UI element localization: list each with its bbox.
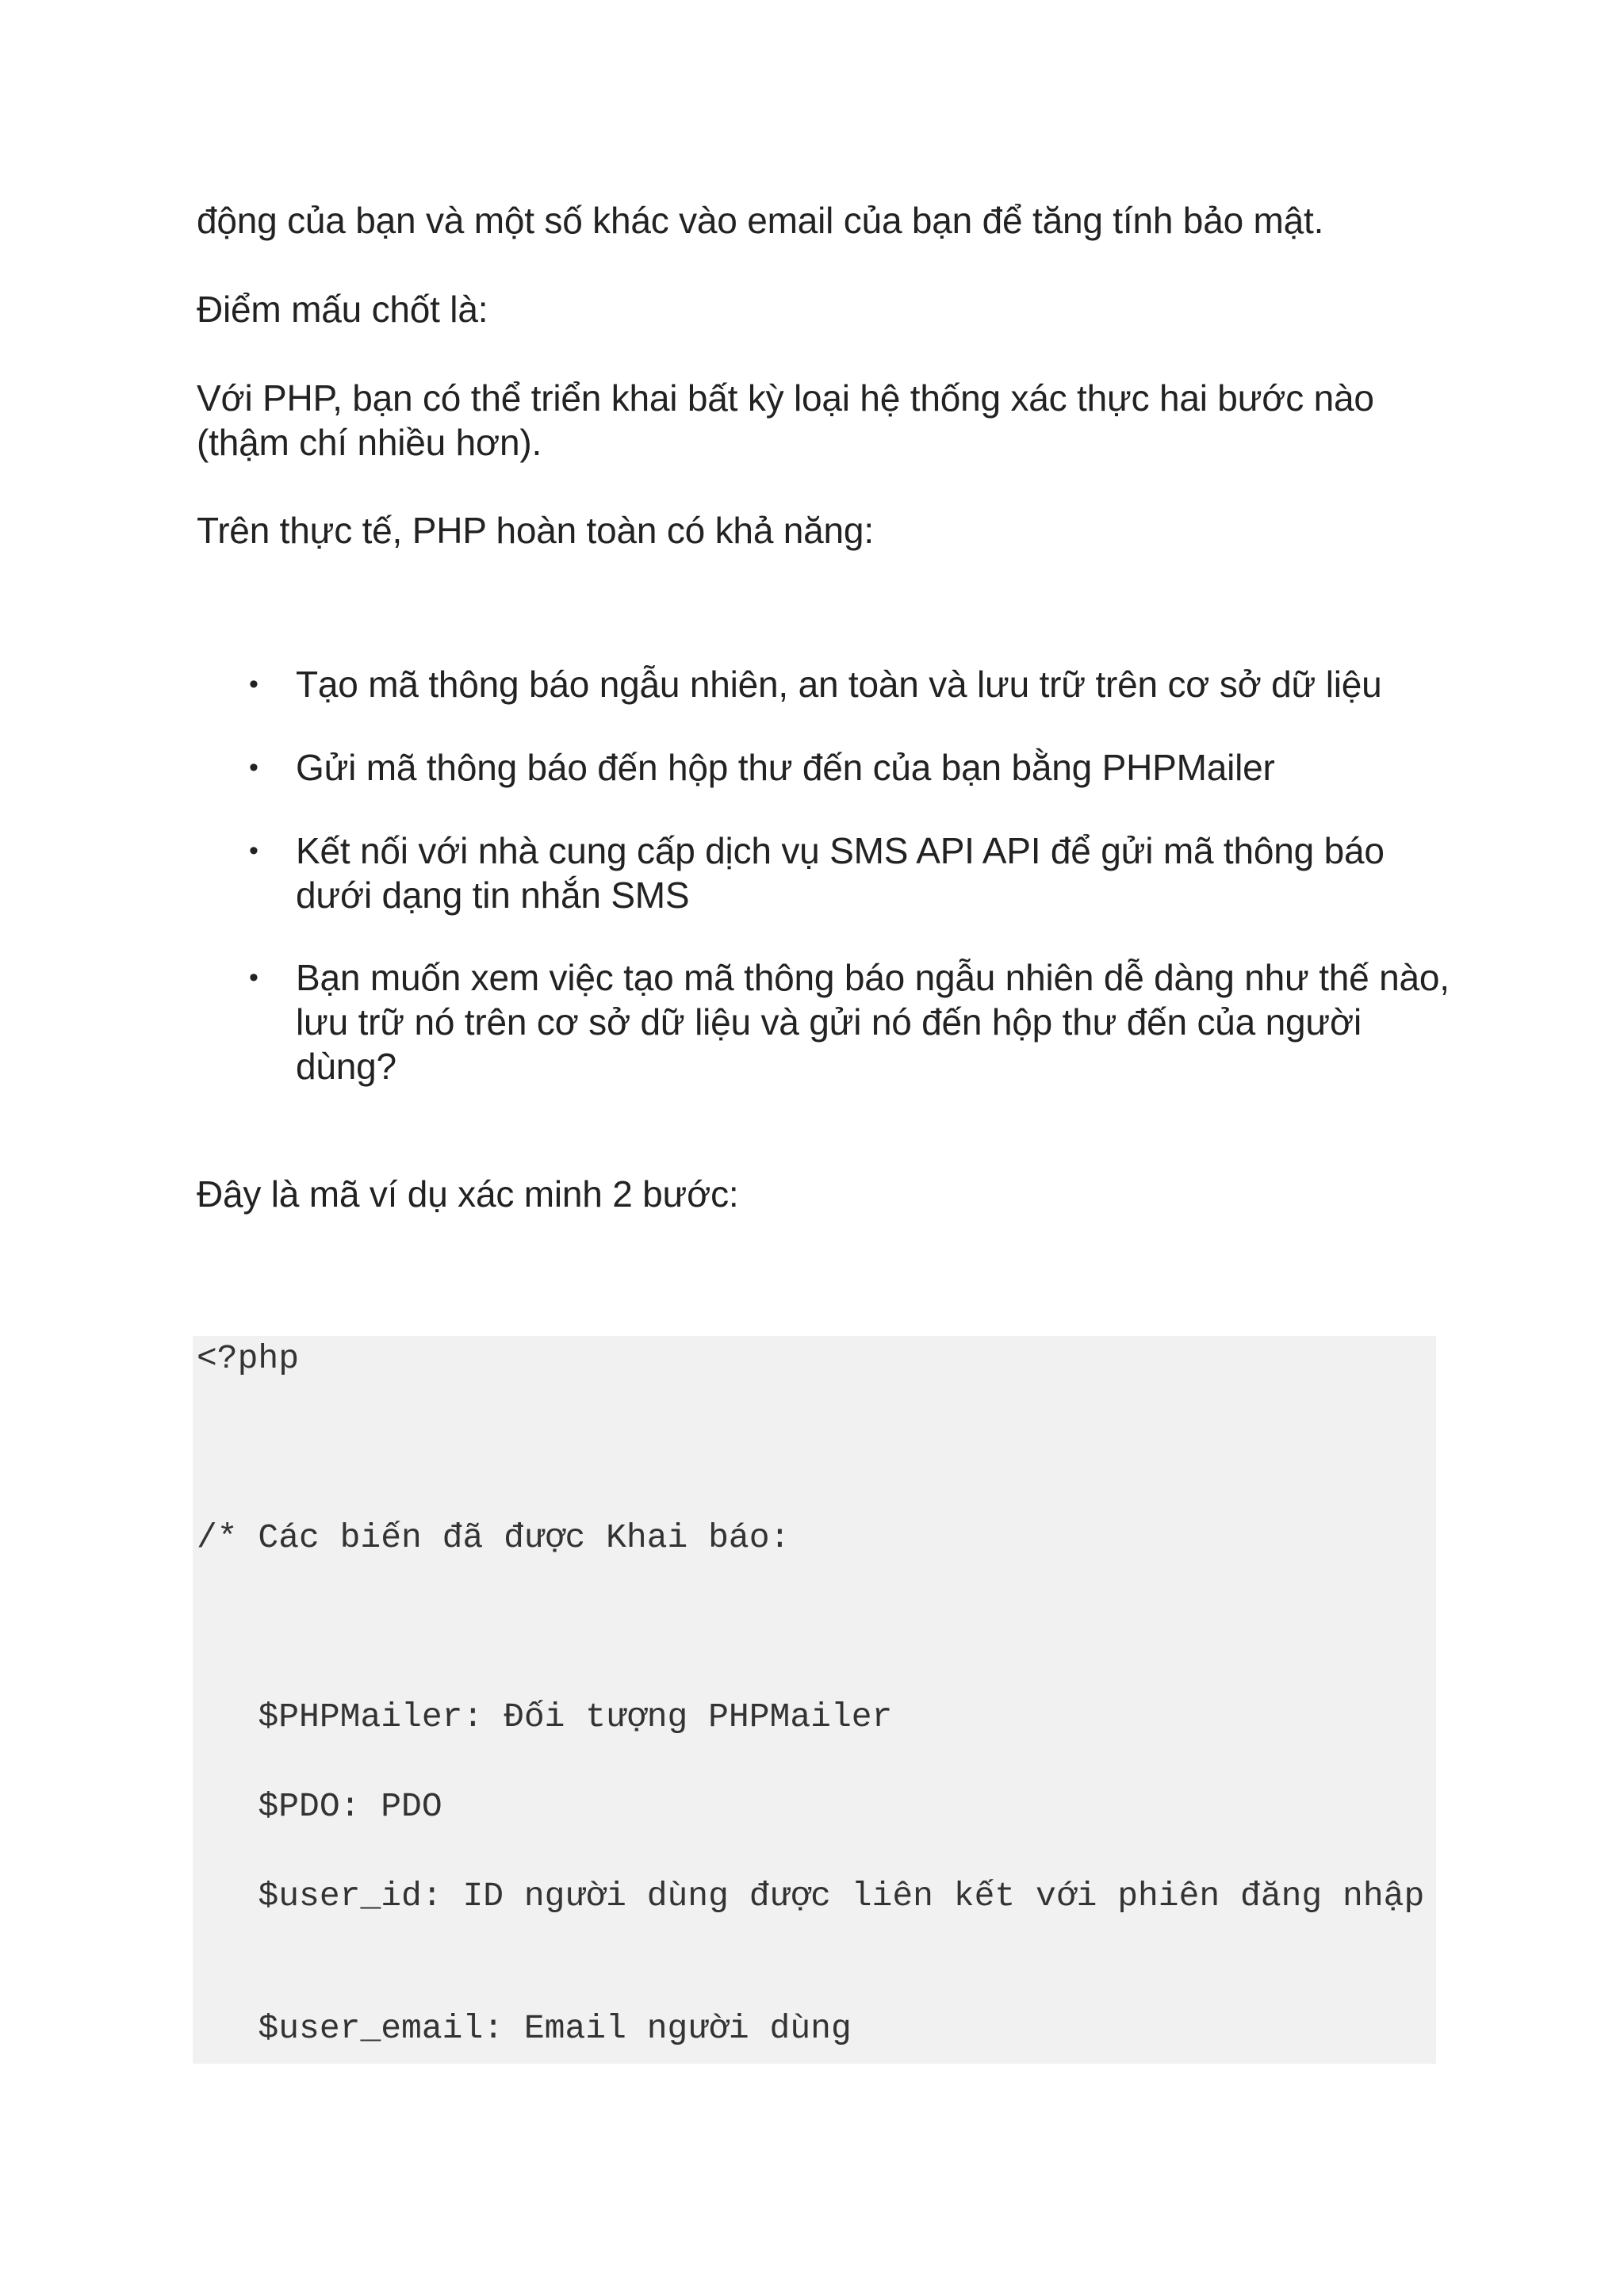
bullet-icon: • (249, 836, 259, 866)
code-line: $user_id: ID người dùng được liên kết với phiên đăng nhập (197, 1877, 1425, 1915)
list-item (197, 745, 1450, 790)
capabilities-list (197, 662, 1450, 1089)
paragraph-example-code-intro: Đây là mã ví dụ xác minh 2 bước: (197, 1173, 739, 1215)
paragraph-php-two-step: Với PHP, bạn có thể triển khai bất kỳ loại hệ thống xác thực hai bước nào (thậm chí nhiều hơn). (197, 377, 1374, 463)
list-item (197, 828, 1450, 917)
code-line: <?php (197, 1339, 300, 1378)
paragraph-key-point: Điểm mấu chốt là: (197, 289, 488, 330)
code-block (193, 1336, 1436, 2064)
paragraph-security-intro: động của bạn và một số khác vào email của bạn để tăng tính bảo mật. (197, 200, 1324, 241)
bullet-icon: • (249, 669, 259, 699)
list-item (197, 662, 1450, 706)
list-item-text: Kết nối với nhà cung cấp dịch vụ SMS API API để gửi mã thông báo dưới dạng tin nhắn SMS (296, 830, 1385, 916)
bullet-icon: • (249, 962, 259, 993)
list-item-text: Gửi mã thông báo đến hộp thư đến của bạn bằng PHPMailer (296, 747, 1275, 788)
paragraph-php-capabilities: Trên thực tế, PHP hoàn toàn có khả năng: (197, 510, 874, 551)
code-line: /* Các biến đã được Khai báo: (197, 1518, 791, 1557)
code-line: $user_email: Email người dùng (197, 2009, 852, 2048)
list-item (197, 955, 1450, 1089)
list-item-text: Bạn muốn xem việc tạo mã thông báo ngẫu nhiên dễ dàng như thế nào, lưu trữ nó trên cơ sở dữ liệu và gửi nó đến hộp thư đến của người dùng? (296, 957, 1450, 1087)
bullet-icon: • (249, 752, 259, 783)
code-line: $PHPMailer: Đối tượng PHPMailer (197, 1697, 893, 1736)
list-item-text: Tạo mã thông báo ngẫu nhiên, an toàn và lưu trữ trên cơ sở dữ liệu (296, 664, 1382, 705)
code-line: $PDO: PDO (197, 1787, 442, 1826)
